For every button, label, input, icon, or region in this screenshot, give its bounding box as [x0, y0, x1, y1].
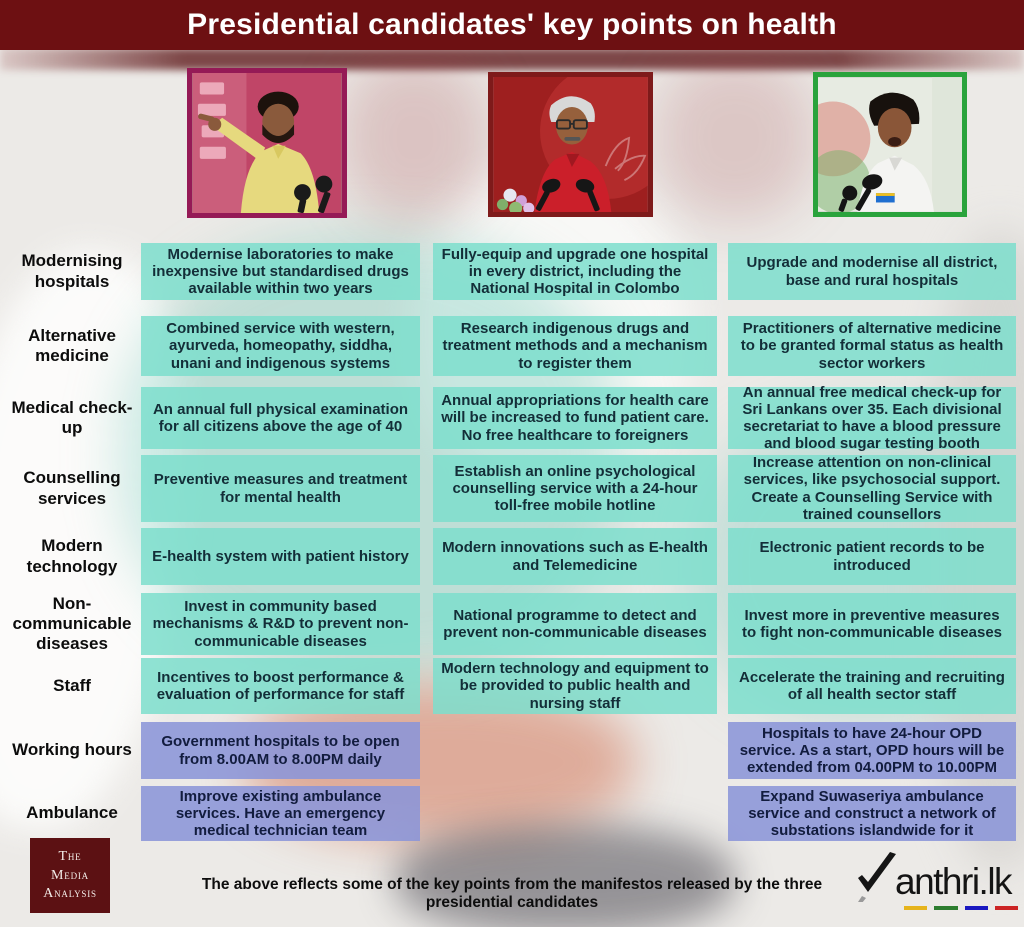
- candidate-left-illustration: [192, 73, 342, 213]
- cell-working-hours-right: Hospitals to have 24-hour OPD service. As a start, OPD hours will be extended from 04.00PM to 10.00PM: [728, 722, 1016, 779]
- background-dark-band: [0, 48, 1024, 70]
- row-label-modern-technology: Modern technology: [26, 536, 118, 576]
- cell-ambulance-left: Improve existing ambulance services. Have an emergency medical technician team: [141, 786, 420, 841]
- row-label-alternative-medicine: Alternative medicine: [28, 325, 116, 365]
- manthri-bar-0: [904, 906, 927, 910]
- cell-counselling-services-middle: Establish an online psychological counselling service with a 24-hour toll-free mobile hotline: [433, 455, 717, 522]
- cell-non-communicable-middle: National programme to detect and prevent non-communicable diseases: [433, 593, 717, 655]
- row-label-counselling-services: Counselling services: [23, 468, 121, 508]
- cell-medical-check-up-right: An annual free medical check-up for Sri Lankans over 35. Each divisional secretariat to have a blood pressure and blood sugar testing booth: [728, 387, 1016, 449]
- cell-non-communicable-left: Invest in community based mechanisms & R&D to prevent non-communicable diseases: [141, 593, 420, 655]
- cell-modern-technology-middle: Modern innovations such as E-health and Telemedicine: [433, 528, 717, 585]
- row-label-staff: Staff: [53, 675, 91, 695]
- row-label-ambulance: Ambulance: [26, 803, 118, 823]
- media-analysis-logo-line: ANALYSIS: [43, 886, 97, 902]
- cell-alternative-medicine-middle: Research indigenous drugs and treatment methods and a mechanism to register them: [433, 316, 717, 376]
- cell-staff-right: Accelerate the training and recruiting of all health sector staff: [728, 658, 1016, 714]
- media-analysis-logo: [30, 838, 110, 913]
- background-shape: [340, 55, 490, 220]
- candidate-photo-left: [187, 68, 347, 218]
- cell-medical-check-up-left: An annual full physical examination for all citizens above the age of 40: [141, 387, 420, 449]
- manthri-bar-2: [965, 906, 988, 910]
- media-analysis-logo-line: THE: [58, 849, 82, 865]
- header-banner: [0, 0, 1024, 50]
- manthri-logo-text: anthri.lk: [895, 861, 1012, 902]
- media-analysis-logo-line: MEDIA: [51, 867, 89, 883]
- candidate-middle-illustration: [493, 77, 648, 212]
- cell-alternative-medicine-left: Combined service with western, ayurveda, homeopathy, siddha, unani and indigenous systems: [141, 316, 420, 376]
- cell-ambulance-right: Expand Suwaseriya ambulance service and construct a network of substations islandwide for it: [728, 786, 1016, 841]
- background-shape: [655, 55, 815, 220]
- manthri-bar-3: [995, 906, 1018, 910]
- cell-working-hours-left: Government hospitals to be open from 8.00AM to 8.00PM daily: [141, 722, 420, 779]
- candidate-photo-right: [813, 72, 967, 217]
- cell-modernising-hospitals-right: Upgrade and modernise all district, base and rural hospitals: [728, 243, 1016, 300]
- cell-staff-middle: Modern technology and equipment to be provided to public health and nursing staff: [433, 658, 717, 714]
- cell-counselling-services-left: Preventive measures and treatment for mental health: [141, 455, 420, 522]
- row-label-working-hours: Working hours: [12, 740, 132, 760]
- cell-non-communicable-right: Invest more in preventive measures to fight non-communicable diseases: [728, 593, 1016, 655]
- candidate-photo-middle: [488, 72, 653, 217]
- cell-modern-technology-left: E-health system with patient history: [141, 528, 420, 585]
- cell-modernising-hospitals-middle: Fully-equip and upgrade one hospital in every district, including the National Hospital in Colombo: [433, 243, 717, 300]
- manthri-bar-1: [934, 906, 957, 910]
- manthri-lk-logo: [852, 850, 1018, 912]
- cell-medical-check-up-middle: Annual appropriations for health care will be increased to fund patient care. No free healthcare to foreigners: [433, 387, 717, 449]
- footer-note: The above reflects some of the key points from the manifestos released by the three presidential candidates: [201, 876, 823, 911]
- row-label-medical-check-up: Medical check-up: [11, 397, 133, 437]
- row-label-modernising-hospitals: Modernising hospitals: [21, 251, 123, 291]
- page-title: Presidential candidates' key points on health: [187, 8, 837, 41]
- manthri-logo-bars: [904, 906, 1018, 910]
- row-label-non-communicable-diseases: Non-communicable diseases: [12, 593, 132, 654]
- candidate-right-illustration: [818, 77, 962, 212]
- cell-counselling-services-right: Increase attention on non-clinical services, like psychosocial support. Create a Counselling Service with trained counsellors: [728, 455, 1016, 522]
- cell-modernising-hospitals-left: Modernise laboratories to make inexpensive but standardised drugs available within two years: [141, 243, 420, 300]
- cell-modern-technology-right: Electronic patient records to be introduced: [728, 528, 1016, 585]
- cell-staff-left: Incentives to boost performance & evaluation of performance for staff: [141, 658, 420, 714]
- cell-alternative-medicine-right: Practitioners of alternative medicine to be granted formal status as health sector workers: [728, 316, 1016, 376]
